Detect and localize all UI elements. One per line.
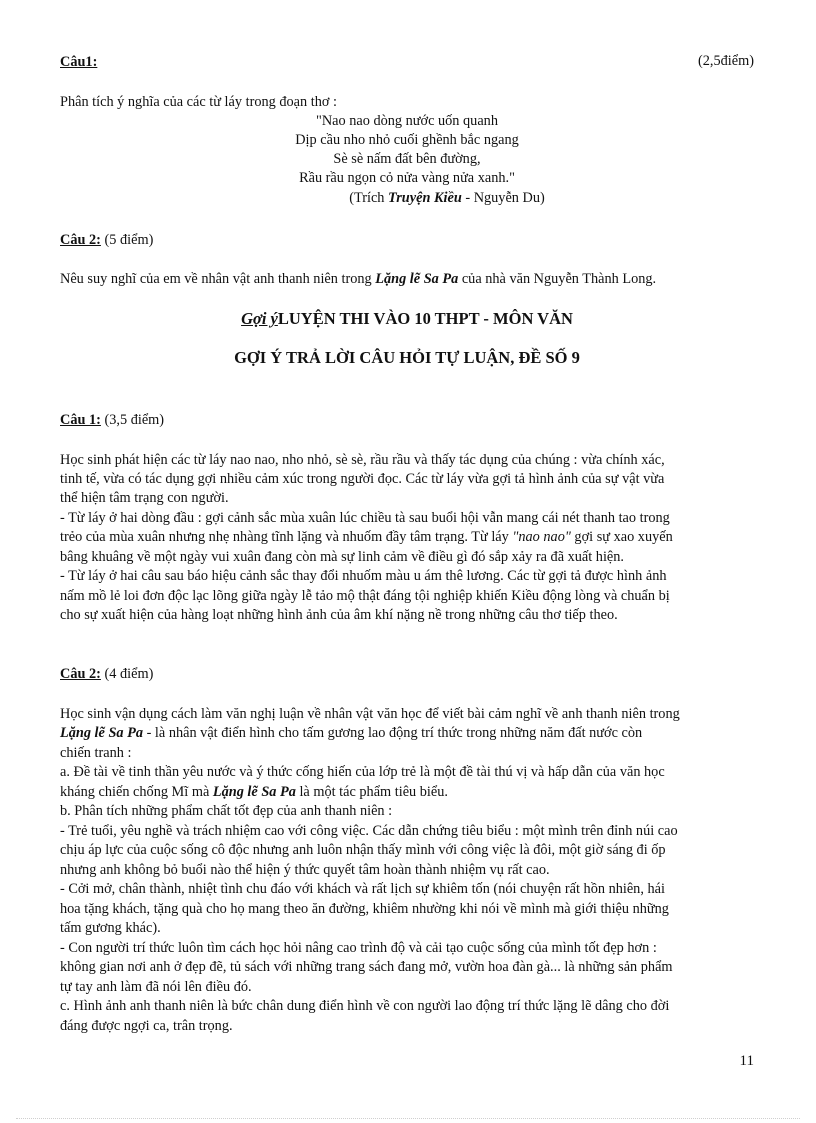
answer-line: bâng khuâng về một ngày vui xuân đang còn mà sự linh cảm về điều gì đó sắp xảy ra đã xuất hiện. (60, 549, 624, 565)
answer-line: tự tay anh làm đã nói lên điều đó. (60, 979, 252, 995)
answer-heading-2: GỢI Ý TRẢ LỜI CÂU HỎI TỰ LUẬN, ĐỀ SỐ 9 (234, 348, 580, 367)
answer-heading-1: Gợi ýLUYỆN THI VÀO 10 THPT - MÔN VĂN (241, 309, 573, 328)
question-2-prompt: Nêu suy nghĩ của em về nhân vật anh thanh niên trong Lặng lẽ Sa Pa của nhà văn Nguyễn Thành Long. (60, 271, 657, 287)
answer-line: chiến tranh : (60, 745, 132, 761)
answer-line: thể hiện tâm trạng con người. (60, 490, 229, 506)
answer-line: - Trẻ tuổi, yêu nghề và trách nhiệm cao với công việc. Các dẫn chứng tiêu biểu : một mình trên đỉnh núi cao (60, 823, 678, 839)
answer-line: Học sinh vận dụng cách làm văn nghị luận về nhân vật văn học để viết bài cảm nghĩ về anh thanh niên trong (60, 706, 680, 722)
answer-line: - Con người trí thức luôn tìm cách học hỏi nâng cao trình độ và cải tạo cuộc sống của mình tốt đẹp hơn : (60, 940, 657, 956)
answer-line: Học sinh phát hiện các từ láy nao nao, nho nhỏ, sè sè, rầu rầu và thấy tác dụng của chúng : vừa chính xác, (60, 452, 665, 468)
answer-line: b. Phân tích những phẩm chất tốt đẹp của anh thanh niên : (60, 803, 393, 819)
page-number: 11 (739, 1053, 754, 1069)
answer-line: cho sự xuất hiện của hàng loạt những hình ảnh của âm khí nặng nề trong những câu thơ tiếp theo. (60, 607, 618, 623)
answer-line: tinh tế, vừa có tác dụng gợi nhiều cảm xúc trong người đọc. Các từ láy vừa gợi tả hình ảnh của sự vật vừa (60, 471, 665, 487)
answer-line: Lặng lẽ Sa Pa - là nhân vật điển hình cho tấm gương lao động trí thức trong những năm đất nước còn (60, 725, 643, 741)
answer-line: - Cởi mở, chân thành, nhiệt tình chu đáo với khách và rất lịch sự khiêm tốn (nói chuyện rất hồn nhiên, hái (60, 881, 665, 897)
answer-line: trẻo của mùa xuân nhưng nhẹ nhàng tĩnh lặng và nhuốm đầy tâm trạng. Từ láy "nao nao" gợi sự xao xuyến (60, 529, 673, 545)
poem-citation: (Trích Truyện Kiều - Nguyễn Du) (349, 190, 545, 206)
answer-line: c. Hình ảnh anh thanh niên là bức chân dung điển hình về con người lao động trí thức lặng lẽ dâng cho đời (60, 998, 670, 1014)
answer-line: đáng được ngợi ca, trân trọng. (60, 1018, 233, 1034)
answer-2-heading: Câu 2: (4 điểm) (60, 666, 154, 682)
poem-line: Rầu rầu ngọn cỏ nửa vàng nửa xanh." (299, 170, 515, 186)
answer-line: kháng chiến chống Mĩ mà Lặng lẽ Sa Pa là một tác phẩm tiêu biểu. (60, 784, 448, 800)
answer-1-heading: Câu 1: (3,5 điểm) (60, 412, 165, 428)
answer-line: nấm mồ lẻ loi đơn độc lạc lõng giữa ngày lễ tảo mộ thật đáng tội nghiệp khiến Kiều động lòng và chuẩn bị (60, 588, 670, 604)
answer-line: - Từ láy ở hai dòng đầu : gợi cảnh sắc mùa xuân lúc chiều tà sau buổi hội vẫn mang cái nét thanh tao trong (60, 510, 670, 526)
answer-line: chịu áp lực của cuộc sống cô độc nhưng anh luôn nhận thấy mình với công việc là đôi, một giờ sáng đi ốp (60, 842, 666, 858)
answer-line: a. Đề tài về tinh thần yêu nước và ý thức cống hiến của lớp trẻ là một đề tài thú vị và hấp dẫn của văn học (60, 764, 665, 780)
poem-line: Dịp cầu nho nhỏ cuối ghềnh bắc ngang (295, 132, 519, 148)
answer-line: không gian nơi anh ở đẹp đẽ, tủ sách với những trang sách đang mở, vườn hoa đàn gà... là những sản phẩm (60, 959, 673, 975)
question-2-heading: Câu 2: (5 điểm) (60, 232, 154, 248)
answer-line: - Từ láy ở hai câu sau báo hiệu cảnh sắc thay đổi nhuốm màu u ám thê lương. Các từ gợi tả được hình ảnh (60, 568, 667, 584)
question-1-label: Câu1: (60, 54, 98, 70)
answer-line: nhưng anh không bỏ buổi nào thể hiện ý thức quyết tâm hoàn thành nhiệm vụ rất cao. (60, 862, 550, 878)
poem-line: "Nao nao dòng nước uốn quanh (316, 113, 498, 129)
answer-line: hoa tặng khách, tặng quà cho họ mang theo ăn đường, khiêm nhường khi nói về mình mà giới thiệu những (60, 901, 669, 917)
poem-line: Sè sè nấm đất bên đường, (333, 151, 481, 167)
question-1-score: (2,5điểm) (698, 53, 754, 69)
question-1-prompt: Phân tích ý nghĩa của các từ láy trong đoạn thơ : (60, 94, 337, 110)
page-bottom-divider (16, 1118, 800, 1119)
answer-line: tấm gương khác). (60, 920, 161, 936)
